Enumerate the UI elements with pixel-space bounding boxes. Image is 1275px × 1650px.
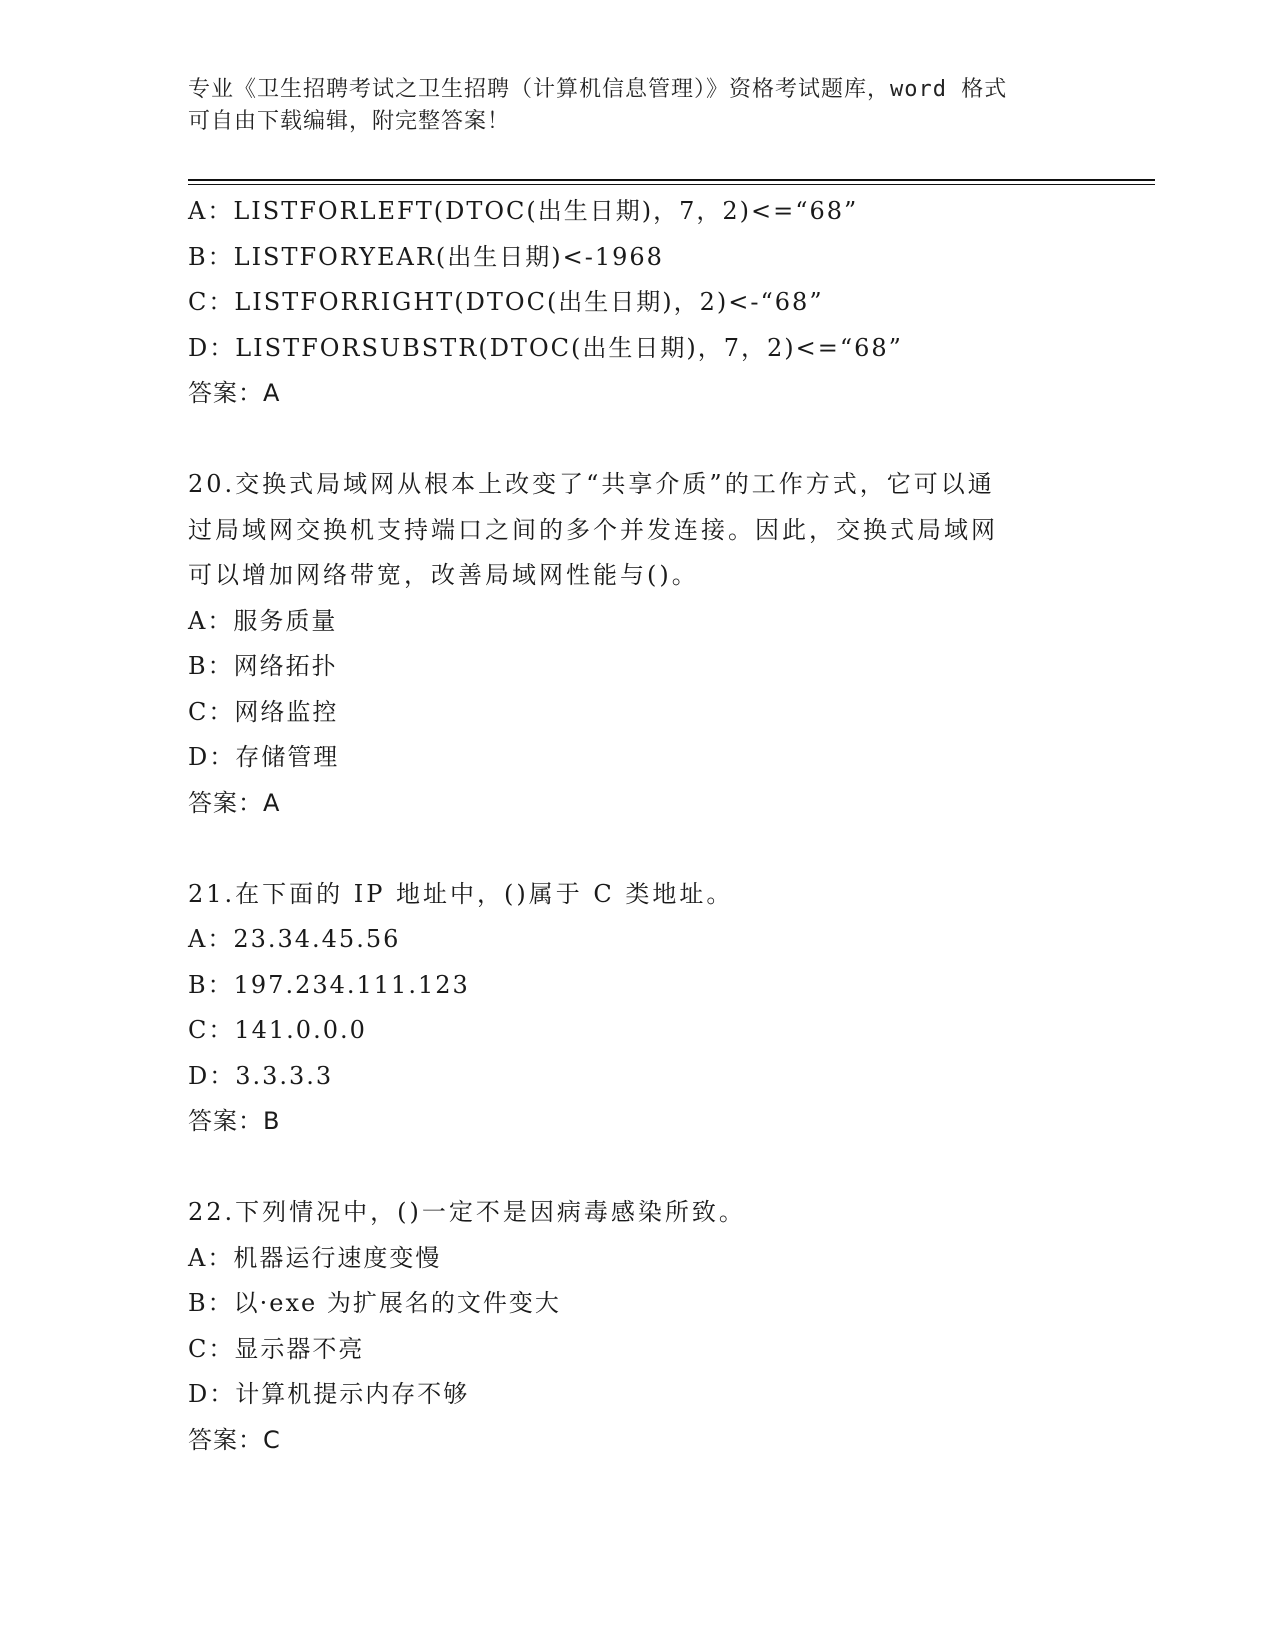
question-text (188, 1190, 1108, 1236)
question-block (188, 1190, 1108, 1463)
option-b: B：LISTFORYEAR(出生日期)<-1968 (188, 242, 664, 271)
question-text (188, 872, 1108, 918)
option-d: D：LISTFORSUBSTR(DTOC(出生日期)，7，2)<=“68” (188, 333, 903, 362)
question-text (188, 462, 1108, 599)
question-list (188, 189, 1108, 1463)
block-spacer (188, 417, 1108, 463)
question-line: 20.交换式局域网从根本上改变了“共享介质”的工作方式，它可以通 (188, 470, 995, 498)
answer-line: 答案：A (188, 788, 281, 817)
option-c: C：141.0.0.0 (188, 1016, 367, 1044)
option-b: B：以·exe 为扩展名的文件变大 (188, 1289, 561, 1317)
header-line-1: 专业《卫生招聘考试之卫生招聘（计算机信息管理）》资格考试题库，word 格式 (188, 77, 1008, 102)
question-line: 过局域网交换机支持端口之间的多个并发连接。因此，交换式局域网 (188, 515, 998, 544)
answer-line: 答案：C (188, 1425, 281, 1454)
option-b: B：网络拓扑 (188, 652, 338, 680)
question-line: 21.在下面的 IP 地址中，()属于 C 类地址。 (188, 879, 734, 908)
header-line-2: 可自由下载编辑，附完整答案！ (188, 109, 511, 134)
block-spacer (188, 1145, 1108, 1191)
question-line: 22.下列情况中，()一定不是因病毒感染所致。 (188, 1198, 746, 1226)
option-b: B：197.234.111.123 (188, 970, 470, 999)
answer-line: 答案：B (188, 1107, 281, 1135)
option-d: D：存储管理 (188, 743, 340, 771)
option-d: D：计算机提示内存不够 (188, 1380, 470, 1408)
option-a: A：LISTFORLEFT(DTOC(出生日期)，7，2)<=“68” (188, 197, 859, 225)
option-c: C：显示器不亮 (188, 1334, 365, 1363)
option-c: C：LISTFORRIGHT(DTOC(出生日期)，2)<-“68” (188, 288, 824, 316)
question-line: 可以增加网络带宽，改善局域网性能与()。 (188, 561, 699, 589)
header-divider-thick (188, 179, 1155, 181)
question-block (188, 462, 1108, 826)
header-divider-thin (188, 184, 1155, 185)
document-header (188, 74, 1088, 138)
option-a: A：23.34.45.56 (188, 925, 401, 953)
option-a: A：机器运行速度变慢 (188, 1243, 442, 1272)
option-c: C：网络监控 (188, 697, 339, 726)
option-d: D：3.3.3.3 (188, 1061, 334, 1090)
answer-line: 答案：A (188, 379, 281, 407)
question-block (188, 189, 1108, 417)
question-block (188, 872, 1108, 1145)
option-a: A：服务质量 (188, 606, 338, 635)
block-spacer (188, 826, 1108, 872)
